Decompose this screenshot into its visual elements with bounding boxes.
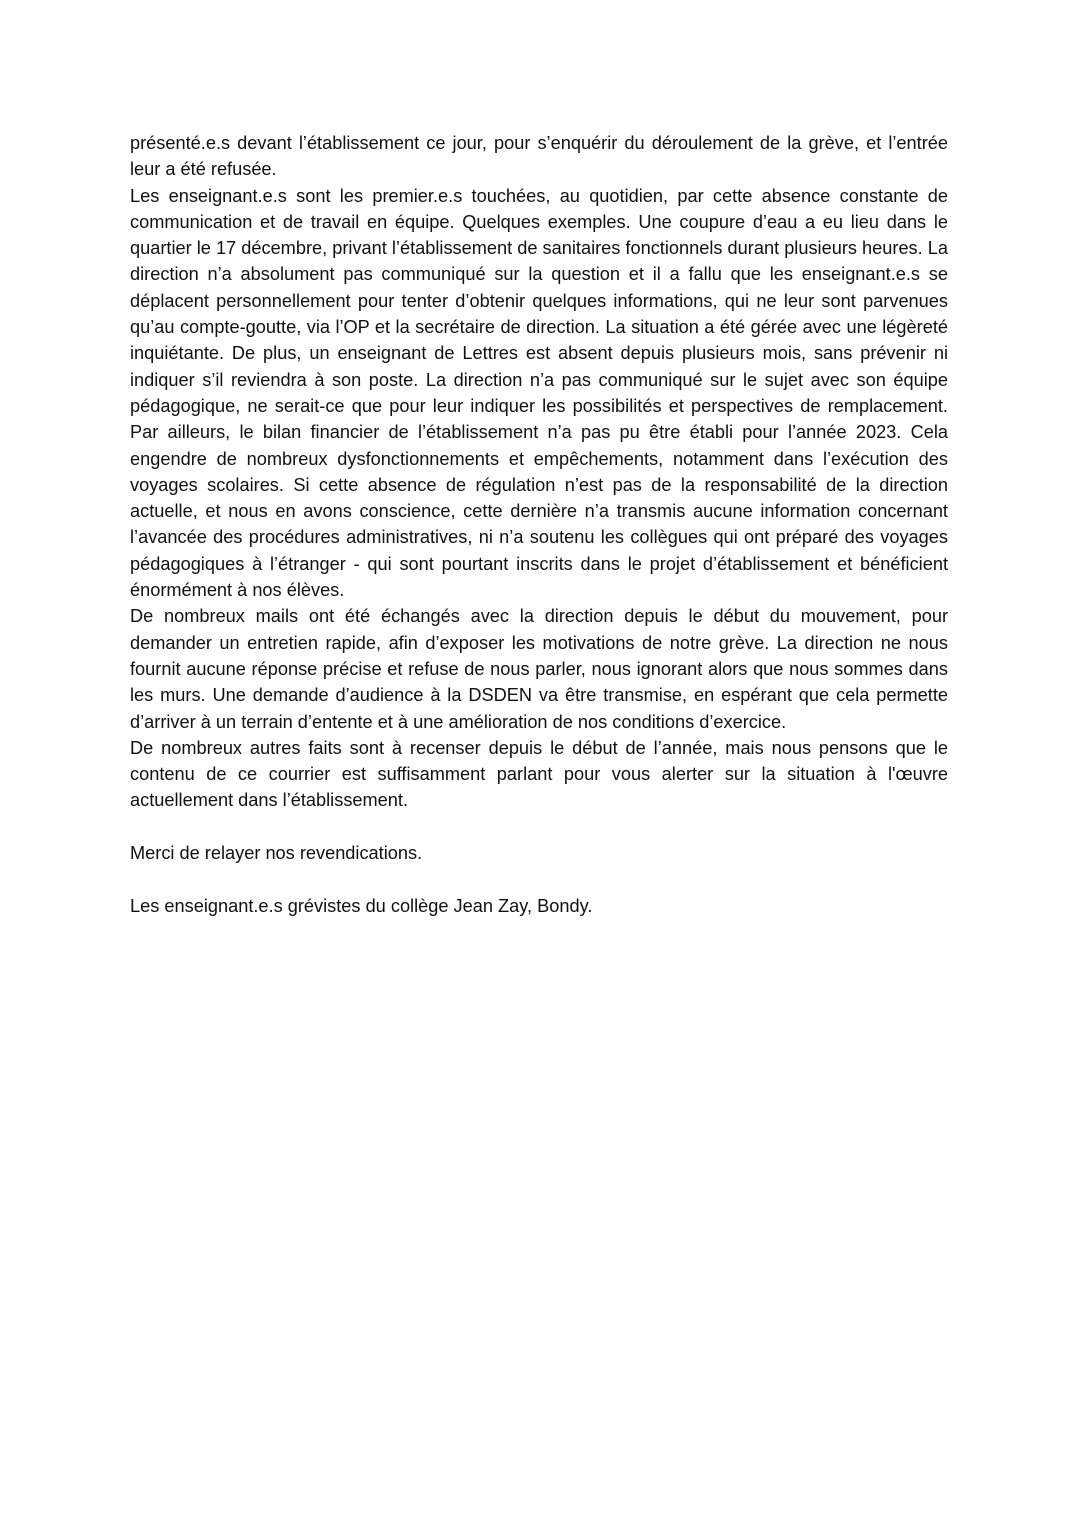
paragraph-strike-refusal: présenté.e.s devant l’établissement ce jour, pour s’enquérir du déroulement de la grève, et l’entrée leur a été refusée. bbox=[130, 133, 948, 180]
paragraph-other-facts: De nombreux autres faits sont à recenser depuis le début de l’année, mais nous pensons que le contenu de ce courrier est suffisamment parlant pour vous alerter sur la situation à l'œuvre actuellement dans l’établissement. bbox=[130, 737, 948, 811]
letter-body bbox=[130, 130, 948, 919]
closing-line: Merci de relayer nos revendications. bbox=[130, 843, 423, 864]
paragraph-teachers-affected: Les enseignant.e.s sont les premier.e.s touchées, au quotidien, par cette absence constante de communication et de travail en équipe. Quelques exemples. Une coupure d’eau a eu lieu dans le quartier le 17 décembre, privant l’établissement de sanitaires fonctionnels durant plusieurs heures. La direction n’a absolument pas communiqué sur la question et il a fallu que les enseignant.e.s se déplacent personnellement pour tenter d’obtenir quelques informations, qui ne leur sont parvenues qu’au compte-goutte, via l’OP et la secrétaire de direction. La situation a été gérée avec une légèreté inquiétante. De plus, un enseignant de Lettres est absent depuis plusieurs mois, sans prévenir ni indiquer s’il reviendra à son poste. La direction n’a pas communiqué sur le sujet avec son équipe pédagogique, ne serait-ce que pour leur indiquer les possibilités et perspectives de remplacement. Par ailleurs, le bilan financier de l’établissement n’a pas pu être établi pour l’année 2023. Cela engendre de nombreux dysfonctionnements et empêchements, notamment dans l’exécution des voyages scolaires. Si cette absence de régulation n’est pas de la responsabilité de la direction actuelle, et nous en avons conscience, cette dernière n’a transmis aucune information concernant l’avancée des procédures administratives, ni n’a soutenu les collègues qui ont préparé des voyages pédagogiques à l’étranger - qui sont pourtant inscrits dans le projet d’établissement et bénéficient énormément à nos élèves. bbox=[130, 185, 948, 601]
signature-line: Les enseignant.e.s grévistes du collège Jean Zay, Bondy. bbox=[130, 895, 593, 916]
paragraph-emails-exchanged: De nombreux mails ont été échangés avec la direction depuis le début du mouvement, pour demander un entretien rapide, afin d’exposer les motivations de notre grève. La direction ne nous fournit aucune réponse précise et refuse de nous parler, nous ignorant alors que nous sommes dans les murs. Une demande d’audience à la DSDEN va être transmise, en espérant que cela permette d’arriver à un terrain d’entente et à une amélioration de nos conditions d’exercice. bbox=[130, 606, 948, 732]
